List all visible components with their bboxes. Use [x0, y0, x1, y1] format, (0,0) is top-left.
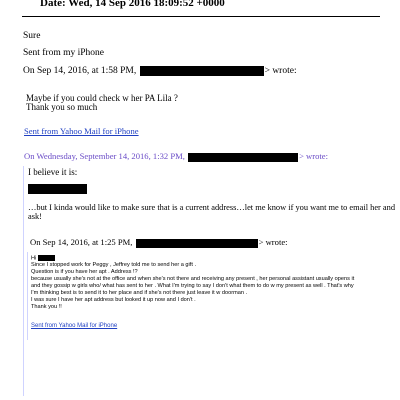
inner-line: I was sure I have her apt address but looked it up now and I don't . — [31, 297, 196, 303]
yahoo-mail-link-2[interactable]: Sent from Yahoo Mail for iPhone — [31, 323, 118, 329]
reply-text: Sure — [23, 31, 41, 41]
quote-header-1 — [23, 66, 297, 76]
header-divider — [22, 16, 380, 17]
yahoo-mail-link-1[interactable]: Sent from Yahoo Mail for iPhone — [24, 126, 139, 136]
quote-header-2-prefix: On Wednesday, September 14, 2016, 1:32 PM, — [24, 151, 185, 161]
redaction-box — [38, 255, 55, 261]
inner-line: because usually she's not at the office and when she's not there and receiving any present , her personal assistant usually opens it — [31, 276, 355, 282]
quote-header-1-suffix: > wrote: — [264, 66, 297, 77]
quote-header-3 — [30, 237, 288, 248]
quote-header-3-suffix: > wrote: — [258, 237, 288, 247]
redaction-box — [28, 184, 87, 194]
date-header: Date: Wed, 14 Sep 2016 18:09:52 +0000 — [40, 0, 225, 9]
quote-header-3-prefix: On Sep 14, 2016, at 1:25 PM, — [30, 237, 133, 247]
inner-line: Since I stopped work for Peggy , Jeffrey told me to send her a gift . — [31, 262, 196, 268]
quoted-line-1: Maybe if you could check w her PA Lila ? — [26, 93, 178, 103]
greeting: Hi — [31, 255, 37, 262]
redaction-box — [140, 66, 264, 76]
quote-header-2 — [24, 151, 328, 162]
inner-quote-bar — [27, 252, 28, 340]
inner-line: and they gossip w girls who/ what has sent to her . What I'm trying to say I don't what them to do w my present as well . That's why — [31, 283, 354, 289]
confirm-line-2: ask! — [28, 212, 42, 221]
quote-header-1-prefix: On Sep 14, 2016, at 1:58 PM, — [23, 66, 137, 77]
quoted-line-2: Thank you so much — [26, 102, 98, 112]
redaction-box — [188, 153, 298, 162]
quote-bar — [23, 166, 24, 396]
inner-line: I'm thinking best is to send it to her place and if she's not there just leave it w doorman . — [31, 290, 248, 296]
inner-line: Question is if you have her apt . Address !? — [31, 269, 138, 275]
inner-line: Thank you !! — [31, 304, 62, 310]
confirm-line-1: …but I kinda would like to make sure that is a current address…let me know if you want me to email her and — [28, 203, 396, 212]
believe-text: I believe it is: — [28, 167, 78, 177]
redaction-box — [136, 239, 258, 248]
signature-iphone: Sent from my iPhone — [23, 48, 105, 58]
quote-header-2-suffix: > wrote: — [299, 151, 329, 161]
